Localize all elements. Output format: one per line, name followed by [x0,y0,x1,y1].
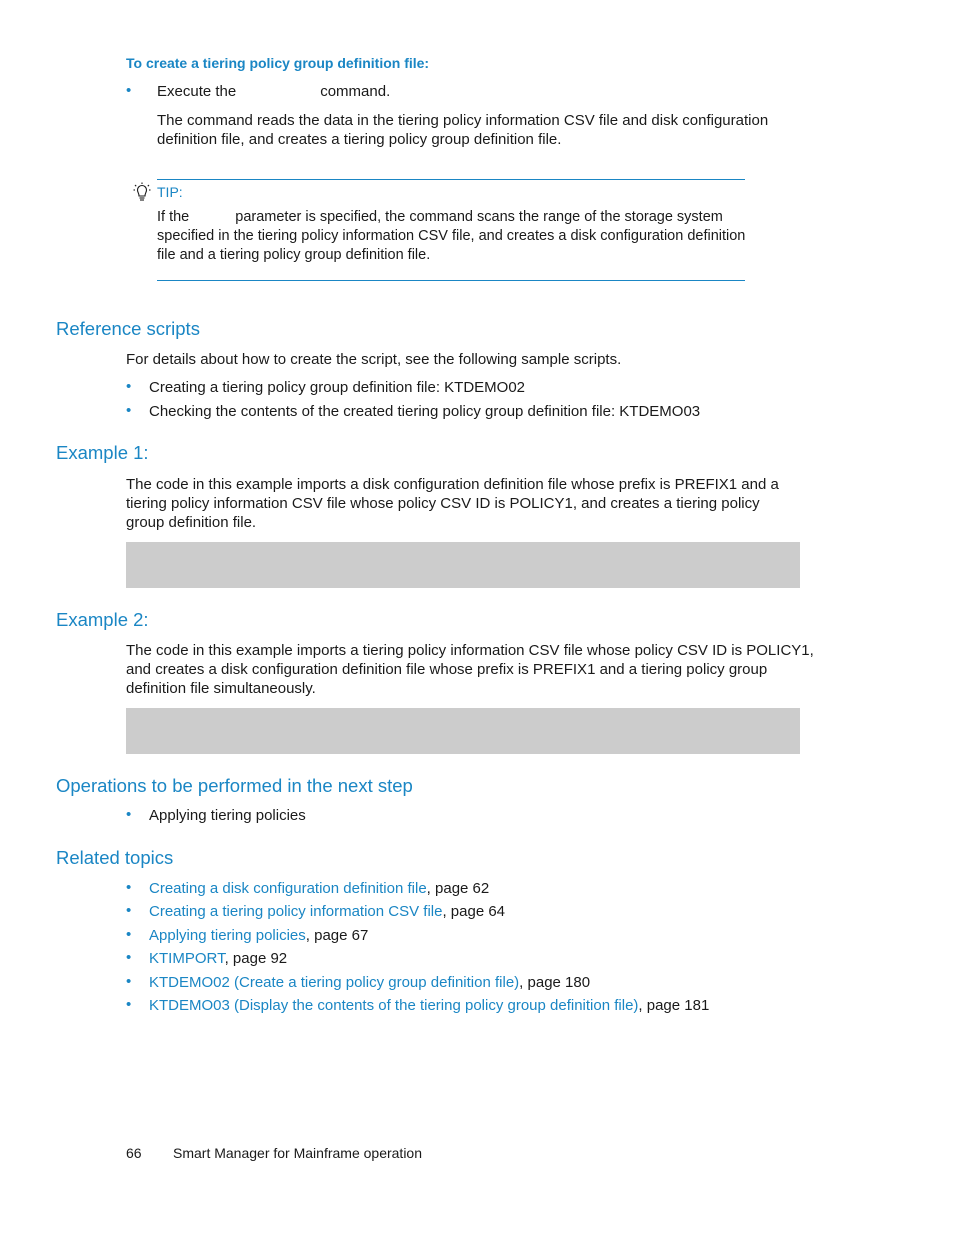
list-item: Checking the contents of the created tiering policy group definition file: KTDEMO03 [149,403,701,420]
bullet-icon: • [126,806,132,823]
text-line: tiering policy information CSV file whose policy CSV ID is POLICY1, and creates a tiering policy [126,495,760,512]
procedure-title: To create a tiering policy group definition file: [126,55,430,71]
example2-code-block [126,708,800,754]
related-item [149,973,590,992]
related-item [149,926,368,945]
related-link-disk-config[interactable]: Creating a disk configuration definition file [149,880,427,897]
reference-scripts-intro: For details about how to create the script, see the following sample scripts. [126,351,622,368]
page-ref: , page 67 [305,927,369,944]
page-ref: , page 92 [224,950,288,967]
text-line: group definition file. [126,514,257,531]
footer-page-number: 66 [126,1145,142,1161]
text-line: The code in this example imports a disk configuration definition file whose prefix is PREFIX1 and a [126,476,779,493]
tip-bottom-rule [157,280,745,281]
procedure-step [157,82,390,101]
text-line: definition file simultaneously. [126,680,316,697]
related-item [149,879,489,898]
related-link-policy-csv[interactable]: Creating a tiering policy information CSV file [149,903,443,920]
example2-heading: Example 2: [56,609,149,630]
procedure-step-detail [157,111,768,149]
detail-line: The command reads the data in the tiering policy information CSV file and disk configuration [157,112,769,129]
text-line: and creates a disk configuration definition file whose prefix is PREFIX1 and a tiering policy group [126,661,768,678]
tip-text-suffix: parameter is specified, the command scans the range of the storage system [235,209,723,225]
list-item: Creating a tiering policy group definition file: KTDEMO02 [149,379,526,396]
detail-line: definition file, and creates a tiering policy group definition file. [157,131,562,148]
list-item: Applying tiering policies [149,807,306,824]
related-item [149,902,505,921]
bullet-icon: • [126,402,132,419]
page-ref: , page 180 [519,974,591,991]
related-link-applying-policies[interactable]: Applying tiering policies [149,927,306,944]
bullet-icon: • [126,82,132,99]
page-ref: , page 64 [442,903,506,920]
example1-heading: Example 1: [56,442,149,463]
tip-line: specified in the tiering policy information CSV file, and creates a disk configuration definition [157,228,746,244]
tip-label: TIP: [157,184,183,200]
reference-scripts-heading: Reference scripts [56,318,200,339]
tip-line: file and a tiering policy group definition file. [157,247,431,263]
page-ref: , page 181 [638,997,710,1014]
related-link-ktdemo03[interactable]: KTDEMO03 (Display the contents of the tiering policy group definition file) [149,997,639,1014]
bullet-icon: • [126,879,132,896]
tip-top-rule [157,179,745,180]
step-text-suffix: command. [320,83,391,100]
related-topics-heading: Related topics [56,847,174,868]
lightbulb-icon [133,182,151,202]
page-ref: , page 62 [426,880,490,897]
tip-text-prefix: If the [157,209,190,225]
bullet-icon: • [126,378,132,395]
example2-text [126,641,814,698]
bullet-icon: • [126,996,132,1013]
bullet-icon: • [126,926,132,943]
bullet-icon: • [126,949,132,966]
bullet-icon: • [126,973,132,990]
example1-code-block [126,542,800,588]
step-text-prefix: Execute the [157,83,237,100]
related-item [149,949,287,968]
related-link-ktimport[interactable]: KTIMPORT [149,950,225,967]
example1-text [126,475,779,532]
related-link-ktdemo02[interactable]: KTDEMO02 (Create a tiering policy group definition file) [149,974,520,991]
tip-text [157,208,745,265]
bullet-icon: • [126,902,132,919]
text-line: The code in this example imports a tiering policy information CSV file whose policy CSV ID is POLICY1, [126,642,814,659]
footer-title: Smart Manager for Mainframe operation [173,1145,422,1161]
related-item [149,996,709,1015]
next-step-heading: Operations to be performed in the next step [56,775,413,796]
